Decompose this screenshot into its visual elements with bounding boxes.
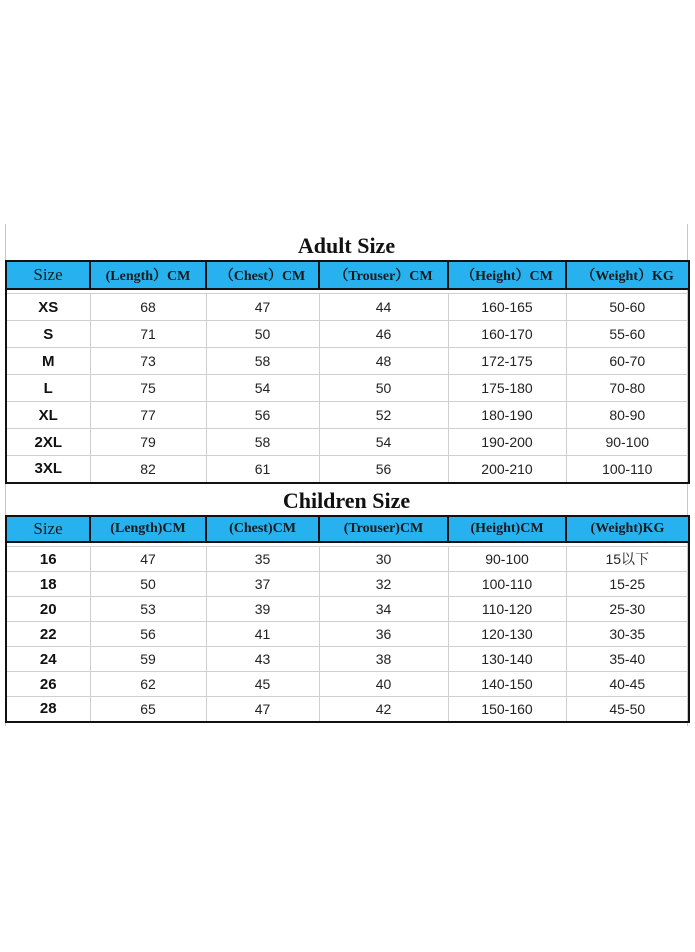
children-size-row [6,697,689,722]
children-cell-height: 130-140 [448,647,566,672]
adult-cell-length: 75 [90,375,206,402]
adult-cell-size: 2XL [6,429,90,456]
children-cell-size: 20 [6,597,90,622]
children-header-row [6,516,689,542]
adult-size-row [6,294,689,321]
children-size-row [6,622,689,647]
children-cell-length: 47 [90,547,206,572]
adult-cell-trouser: 44 [319,294,448,321]
adult-size-row [6,348,689,375]
children-cell-height: 150-160 [448,697,566,722]
adult-header-row [6,261,689,289]
children-cell-weight: 15以下 [566,547,689,572]
adult-cell-size: S [6,321,90,348]
adult-header-weight: （Weight）KG [566,261,689,289]
children-cell-height: 90-100 [448,547,566,572]
children-cell-trouser: 34 [319,597,448,622]
children-size-row [6,547,689,572]
children-cell-chest: 41 [206,622,319,647]
adult-cell-size: L [6,375,90,402]
adult-size-title: Adult Size [297,233,396,258]
adult-header-height: （Height）CM [448,261,566,289]
adult-cell-chest: 47 [206,294,319,321]
children-cell-size: 16 [6,547,90,572]
children-cell-chest: 39 [206,597,319,622]
children-cell-weight: 25-30 [566,597,689,622]
adult-cell-size: 3XL [6,456,90,483]
adult-cell-height: 180-190 [448,402,566,429]
adult-cell-height: 160-165 [448,294,566,321]
children-cell-size: 28 [6,697,90,722]
children-cell-length: 53 [90,597,206,622]
adult-cell-trouser: 46 [319,321,448,348]
children-cell-size: 24 [6,647,90,672]
adult-cell-chest: 58 [206,429,319,456]
children-cell-weight: 45-50 [566,697,689,722]
adult-cell-weight: 80-90 [566,402,689,429]
children-size-title: Children Size [282,488,411,513]
children-cell-weight: 35-40 [566,647,689,672]
adult-header-chest: （Chest）CM [206,261,319,289]
children-cell-trouser: 40 [319,672,448,697]
adult-cell-size: XL [6,402,90,429]
adult-header-trouser: （Trouser）CM [319,261,448,289]
adult-cell-length: 77 [90,402,206,429]
adult-cell-trouser: 52 [319,402,448,429]
adult-cell-weight: 50-60 [566,294,689,321]
adult-cell-height: 160-170 [448,321,566,348]
children-size-table [5,515,690,723]
adult-cell-chest: 50 [206,321,319,348]
adult-cell-length: 82 [90,456,206,483]
adult-cell-chest: 56 [206,402,319,429]
children-header-trouser: (Trouser)CM [319,516,448,542]
adult-header-size: Size [6,261,90,289]
children-cell-chest: 43 [206,647,319,672]
adult-size-row [6,375,689,402]
children-cell-chest: 37 [206,572,319,597]
children-cell-weight: 15-25 [566,572,689,597]
children-cell-trouser: 30 [319,547,448,572]
children-header-height: (Height)CM [448,516,566,542]
adult-cell-height: 172-175 [448,348,566,375]
adult-size-row [6,429,689,456]
adult-cell-height: 175-180 [448,375,566,402]
adult-cell-trouser: 54 [319,429,448,456]
children-size-row [6,647,689,672]
adult-cell-trouser: 50 [319,375,448,402]
adult-size-row [6,456,689,483]
children-cell-height: 120-130 [448,622,566,647]
children-cell-height: 140-150 [448,672,566,697]
adult-cell-size: XS [6,294,90,321]
children-cell-height: 110-120 [448,597,566,622]
adult-size-row [6,321,689,348]
children-cell-size: 22 [6,622,90,647]
adult-size-row [6,402,689,429]
adult-cell-chest: 58 [206,348,319,375]
adult-cell-trouser: 56 [319,456,448,483]
adult-cell-chest: 54 [206,375,319,402]
children-cell-chest: 45 [206,672,319,697]
adult-cell-height: 190-200 [448,429,566,456]
children-cell-trouser: 42 [319,697,448,722]
adult-cell-length: 68 [90,294,206,321]
children-cell-height: 100-110 [448,572,566,597]
adult-cell-height: 200-210 [448,456,566,483]
adult-cell-length: 73 [90,348,206,375]
adult-cell-weight: 90-100 [566,429,689,456]
children-cell-weight: 40-45 [566,672,689,697]
children-cell-chest: 47 [206,697,319,722]
children-size-row [6,597,689,622]
children-cell-length: 65 [90,697,206,722]
children-header-weight: (Weight)KG [566,516,689,542]
adult-cell-weight: 70-80 [566,375,689,402]
adult-cell-chest: 61 [206,456,319,483]
children-header-chest: (Chest)CM [206,516,319,542]
children-size-row [6,572,689,597]
adult-cell-weight: 100-110 [566,456,689,483]
children-cell-length: 56 [90,622,206,647]
adult-cell-trouser: 48 [319,348,448,375]
children-cell-trouser: 36 [319,622,448,647]
children-cell-length: 62 [90,672,206,697]
children-cell-length: 59 [90,647,206,672]
children-cell-length: 50 [90,572,206,597]
adult-size-table [5,260,690,484]
adult-cell-size: M [6,348,90,375]
children-cell-trouser: 32 [319,572,448,597]
adult-header-length: (Length）CM [90,261,206,289]
adult-cell-weight: 55-60 [566,321,689,348]
children-cell-trouser: 38 [319,647,448,672]
adult-cell-length: 71 [90,321,206,348]
children-header-length: (Length)CM [90,516,206,542]
children-cell-size: 26 [6,672,90,697]
children-cell-size: 18 [6,572,90,597]
adult-cell-weight: 60-70 [566,348,689,375]
children-size-row [6,672,689,697]
children-cell-weight: 30-35 [566,622,689,647]
children-header-size: Size [6,516,90,542]
adult-cell-length: 79 [90,429,206,456]
children-cell-chest: 35 [206,547,319,572]
